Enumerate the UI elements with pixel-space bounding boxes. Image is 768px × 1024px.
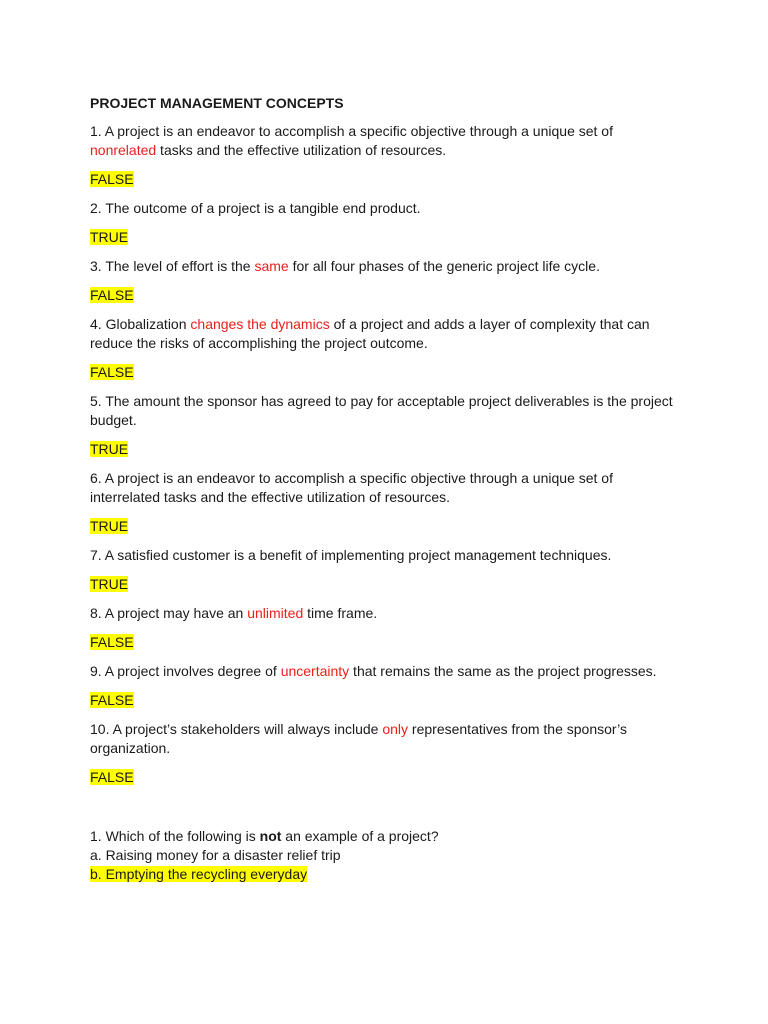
question-keyword: unlimited — [247, 605, 304, 621]
mc-question-text: an example of a project? — [281, 828, 439, 844]
question-keyword: only — [382, 721, 409, 737]
answer-4 — [90, 363, 680, 382]
question-keyword: uncertainty — [280, 663, 350, 679]
question-text: 7. A satisfied customer is a benefit of implementing project management techniques. — [90, 547, 612, 563]
question-text: that remains the same as the project progresses. — [349, 663, 657, 679]
question-text: tasks and the effective utilization of resources. — [156, 142, 447, 158]
question-text: 3. The level of effort is the — [90, 258, 255, 274]
question-7 — [90, 546, 680, 565]
section-spacer — [90, 797, 680, 827]
mc-question-1 — [90, 827, 680, 846]
question-keyword: same — [254, 258, 289, 274]
question-1 — [90, 122, 680, 160]
answer-highlight: TRUE — [90, 576, 129, 592]
question-6 — [90, 469, 680, 507]
answer-highlight: TRUE — [90, 518, 129, 534]
answer-highlight: FALSE — [90, 287, 134, 303]
question-keyword: changes the dynamics — [190, 316, 330, 332]
answer-1 — [90, 170, 680, 189]
answer-highlight: TRUE — [90, 441, 129, 457]
mc-question-text: 1. Which of the following is — [90, 828, 260, 844]
question-text: 1. A project is an endeavor to accomplish a specific objective through a unique set of — [90, 123, 613, 139]
answer-2 — [90, 228, 680, 247]
answer-8 — [90, 633, 680, 652]
question-5 — [90, 392, 680, 430]
question-text: for all four phases of the generic project life cycle. — [288, 258, 600, 274]
mc-option-b — [90, 865, 680, 884]
question-10 — [90, 720, 680, 758]
answer-highlight: FALSE — [90, 769, 134, 785]
answer-10 — [90, 768, 680, 787]
answer-highlight: FALSE — [90, 634, 134, 650]
question-text: 4. Globalization — [90, 316, 191, 332]
question-text: of a project and adds a layer of complexity that can reduce the risks of accomplishing the project outcome. — [90, 316, 650, 351]
answer-7 — [90, 575, 680, 594]
question-text: 6. A project is an endeavor to accomplish a specific objective through a unique set of interrelated tasks and the effective utilization of resources. — [90, 470, 613, 505]
answer-highlight: FALSE — [90, 692, 134, 708]
question-text: time frame. — [303, 605, 378, 621]
question-2 — [90, 199, 680, 218]
question-text: 9. A project involves degree of — [90, 663, 281, 679]
question-8 — [90, 604, 680, 623]
question-text: 2. The outcome of a project is a tangible end product. — [90, 200, 421, 216]
mc-question-emphasis: not — [259, 828, 282, 844]
mc-answer-highlight: b. Emptying the recycling everyday — [90, 866, 308, 882]
document-body — [90, 94, 680, 884]
question-keyword: nonrelated — [90, 142, 157, 158]
question-text: representatives from the sponsor’s organization. — [90, 721, 627, 756]
answer-3 — [90, 286, 680, 305]
page-title: PROJECT MANAGEMENT CONCEPTS — [90, 95, 344, 111]
question-4 — [90, 315, 680, 353]
question-text: 5. The amount the sponsor has agreed to pay for acceptable project deliverables is the project budget. — [90, 393, 673, 428]
answer-9 — [90, 691, 680, 710]
answer-5 — [90, 440, 680, 459]
question-9 — [90, 662, 680, 681]
question-text: 10. A project’s stakeholders will always include — [90, 721, 383, 737]
answer-highlight: FALSE — [90, 364, 134, 380]
answer-6 — [90, 517, 680, 536]
mc-option-a: a. Raising money for a disaster relief trip — [90, 847, 341, 863]
question-text: 8. A project may have an — [90, 605, 248, 621]
answer-highlight: TRUE — [90, 229, 129, 245]
question-3 — [90, 257, 680, 276]
answer-highlight: FALSE — [90, 171, 134, 187]
